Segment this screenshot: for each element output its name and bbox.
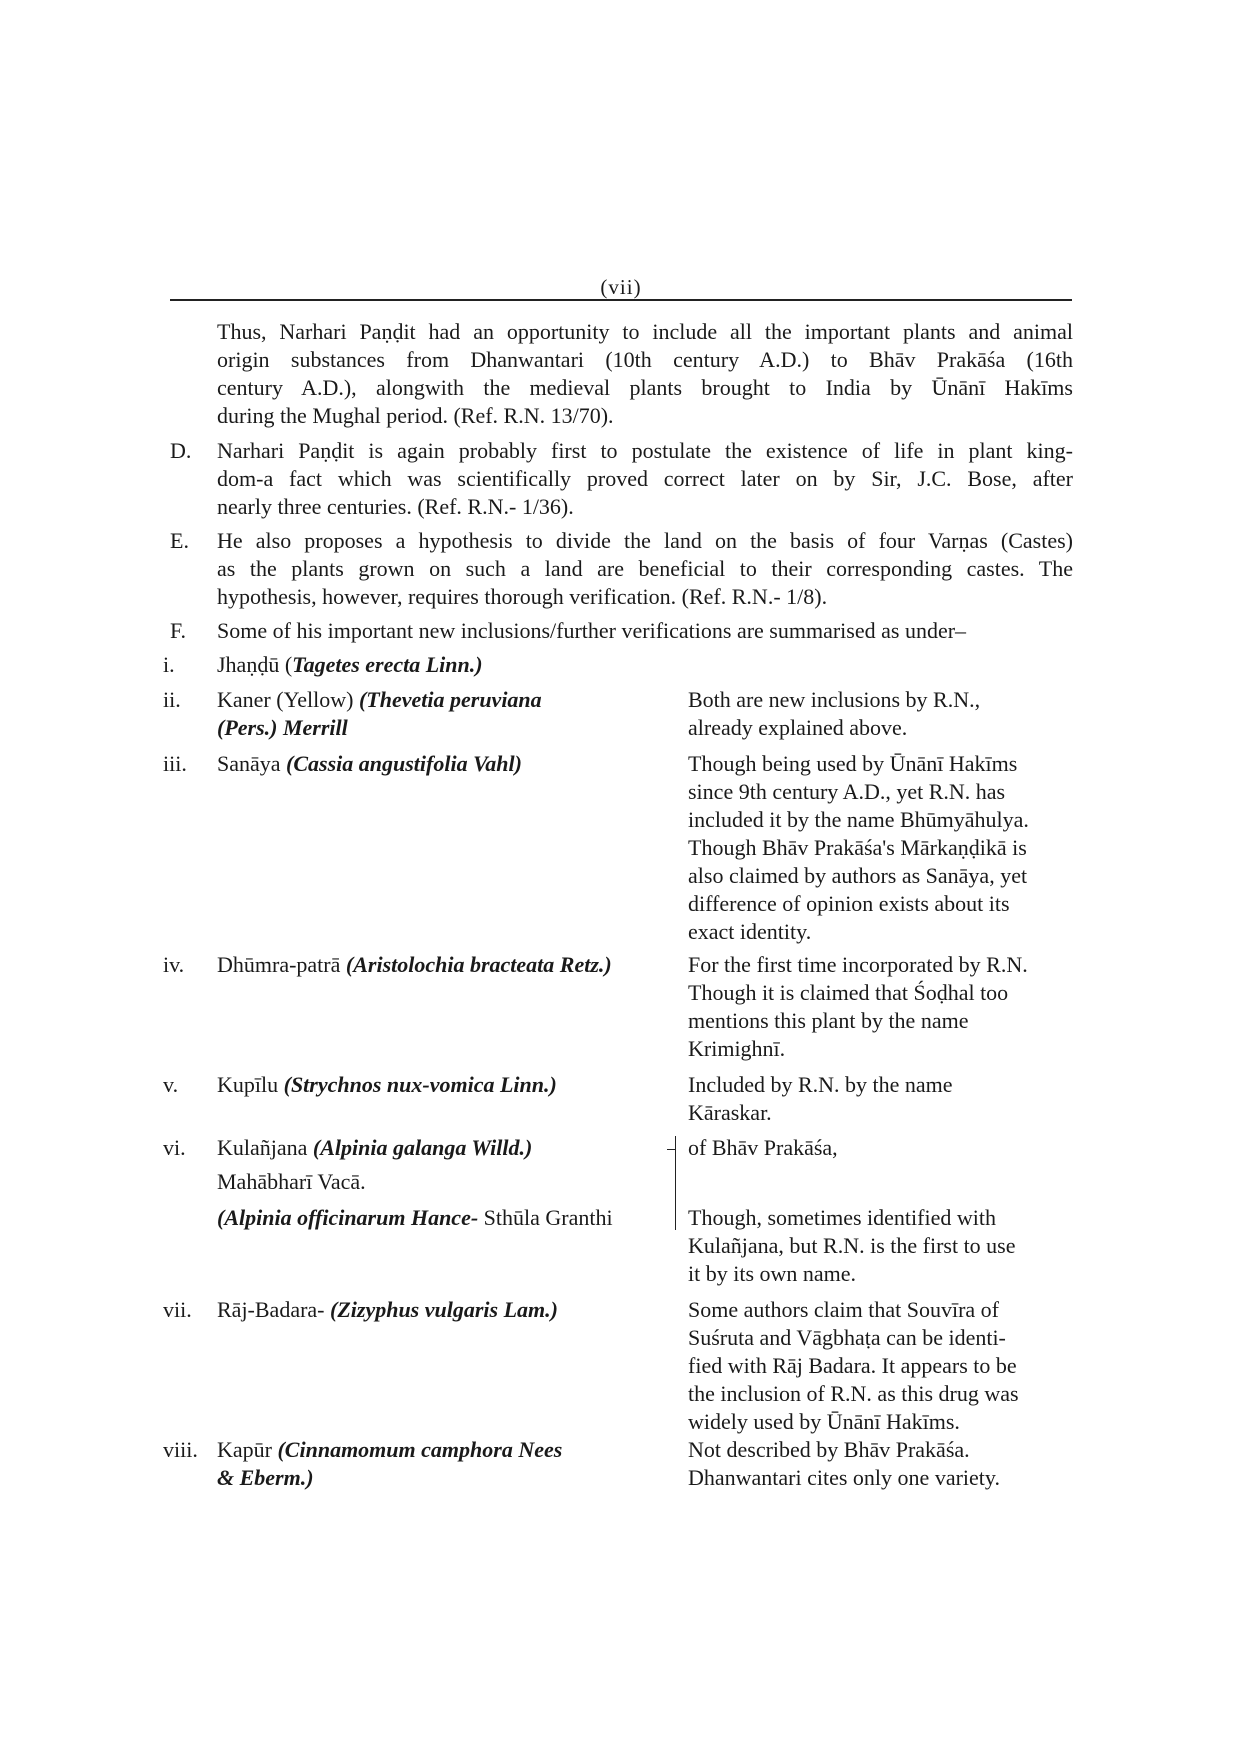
note-line: since 9th century A.D., yet R.N. has bbox=[688, 779, 1006, 804]
note-line: included it by the name Bhūmyāhulya. bbox=[688, 807, 1029, 832]
text-line: He also proposes a hypothesis to divide the land on the basis of four Varṇas (Castes) bbox=[217, 528, 1073, 553]
plant-name bbox=[217, 750, 677, 778]
plant-note bbox=[688, 951, 1072, 1063]
note-line: Though Bhāv Prakāśa's Mārkaṇḍikā is bbox=[688, 835, 1027, 860]
note-line: Suśruta and Vāgbhaṭa can be identi- bbox=[688, 1325, 1006, 1350]
plant-name bbox=[217, 651, 677, 679]
text-line: hypothesis, however, requires thorough verification. (Ref. R.N.- 1/8). bbox=[217, 584, 828, 609]
intro-paragraph bbox=[217, 318, 1073, 430]
note-line: Kāraskar. bbox=[688, 1100, 772, 1125]
note-line: Included by R.N. by the name bbox=[688, 1072, 953, 1097]
common-name: Jhaṇḍū ( bbox=[217, 652, 293, 677]
botanical-name: (Alpinia officinarum Hance- bbox=[217, 1205, 479, 1230]
text-line: as the plants grown on such a land are beneficial to their corresponding castes. The bbox=[217, 556, 1073, 581]
botanical-name: (Thevetia peruviana bbox=[358, 687, 542, 712]
botanical-name: Tagetes erecta Linn.) bbox=[292, 652, 483, 677]
note-line: exact identity. bbox=[688, 919, 812, 944]
item-number: iii. bbox=[163, 751, 187, 776]
note-line: Both are new inclusions by R.N., bbox=[688, 687, 981, 712]
note-line: difference of opinion exists about its bbox=[688, 891, 1010, 916]
botanical-name: (Aristolochia bracteata Retz.) bbox=[345, 952, 612, 977]
point-e-paragraph bbox=[217, 527, 1073, 611]
note-line: mentions this plant by the name bbox=[688, 1008, 969, 1033]
plant-name bbox=[217, 686, 677, 742]
note-line: Dhanwantari cites only one variety. bbox=[688, 1465, 1000, 1490]
item-number: v. bbox=[163, 1072, 179, 1097]
plant-name bbox=[217, 1134, 687, 1162]
point-label: D. bbox=[170, 438, 192, 463]
point-f-paragraph bbox=[217, 617, 1073, 645]
header-rule bbox=[170, 299, 1072, 301]
common-name: Kulañjana bbox=[217, 1135, 313, 1160]
point-label: E. bbox=[170, 528, 189, 553]
note-line: Though being used by Ūnānī Hakīms bbox=[688, 751, 1018, 776]
note-line: widely used by Ūnānī Hakīms. bbox=[688, 1409, 960, 1434]
note-line: already explained above. bbox=[688, 715, 908, 740]
text-line: Thus, Narhari Paṇḍit had an opportunity to include all the important plants and animal bbox=[217, 319, 1073, 344]
plant-name bbox=[217, 1296, 677, 1324]
bracket-tick bbox=[667, 1149, 675, 1150]
text-line: nearly three centuries. (Ref. R.N.- 1/36). bbox=[217, 494, 574, 519]
note-line: Some authors claim that Souvīra of bbox=[688, 1297, 999, 1322]
note-line: the inclusion of R.N. as this drug was bbox=[688, 1381, 1019, 1406]
note-line: Though, sometimes identified with bbox=[688, 1205, 996, 1230]
page-number: (vii) bbox=[600, 275, 642, 299]
text-line: Narhari Paṇḍit is again probably first to postulate the existence of life in plant king- bbox=[217, 438, 1073, 463]
point-d-paragraph bbox=[217, 437, 1073, 521]
item-number: ii. bbox=[163, 687, 181, 712]
plant-name bbox=[217, 1436, 677, 1492]
text-line: dom-a fact which was scientifically proved correct later on by Sir, J.C. Bose, after bbox=[217, 466, 1073, 491]
item-number: viii. bbox=[163, 1437, 198, 1462]
plant-note bbox=[688, 686, 1072, 742]
common-name: Kupīlu bbox=[217, 1072, 284, 1097]
botanical-name: (Cassia angustifolia Vahl) bbox=[286, 751, 522, 776]
plant-note bbox=[688, 1296, 1072, 1436]
note-line: Though it is claimed that Śoḍhal too bbox=[688, 980, 1009, 1005]
common-name: Kapūr bbox=[217, 1437, 278, 1462]
common-name: Dhūmra-patrā bbox=[217, 952, 346, 977]
plant-note-top bbox=[688, 1134, 1072, 1162]
plant-note bbox=[688, 1071, 1072, 1127]
plant-name bbox=[217, 951, 687, 979]
item-number: iv. bbox=[163, 952, 185, 977]
common-name: Kaner (Yellow) bbox=[217, 687, 359, 712]
common-name: Sthūla Granthi bbox=[478, 1205, 613, 1230]
note-line: Krimighnī. bbox=[688, 1036, 786, 1061]
note-line: also claimed by authors as Sanāya, yet bbox=[688, 863, 1028, 888]
note-line: of Bhāv Prakāśa, bbox=[688, 1135, 838, 1160]
plant-note bbox=[688, 1204, 1072, 1288]
botanical-name-cont: & Eberm.) bbox=[217, 1465, 314, 1490]
common-name: Rāj-Badara- bbox=[217, 1297, 330, 1322]
note-line: Kulañjana, but R.N. is the first to use bbox=[688, 1233, 1016, 1258]
plant-note bbox=[688, 750, 1072, 946]
note-line: it by its own name. bbox=[688, 1261, 857, 1286]
botanical-name: (Zizyphus vulgaris Lam.) bbox=[330, 1297, 558, 1322]
botanical-name: (Alpinia galanga Willd.) bbox=[312, 1135, 533, 1160]
point-label: F. bbox=[170, 618, 186, 643]
plant-name-line3 bbox=[217, 1204, 687, 1232]
text-line: during the Mughal period. (Ref. R.N. 13/70). bbox=[217, 403, 614, 428]
plant-note bbox=[688, 1436, 1072, 1492]
note-line: For the first time incorporated by R.N. bbox=[688, 952, 1028, 977]
plant-name-line2: Mahābharī Vacā. bbox=[217, 1169, 366, 1194]
item-number: vii. bbox=[163, 1297, 192, 1322]
botanical-name: (Strychnos nux-vomica Linn.) bbox=[283, 1072, 557, 1097]
item-number: i. bbox=[163, 652, 175, 677]
note-line: Not described by Bhāv Prakāśa. bbox=[688, 1437, 970, 1462]
text-line: century A.D.), alongwith the medieval plants brought to India by Ūnānī Hakīms bbox=[217, 375, 1073, 400]
botanical-name-cont: (Pers.) Merrill bbox=[217, 715, 348, 740]
plant-name bbox=[217, 1071, 677, 1099]
botanical-name: (Cinnamomum camphora Nees bbox=[277, 1437, 563, 1462]
note-line: fied with Rāj Badara. It appears to be bbox=[688, 1353, 1017, 1378]
text-line: Some of his important new inclusions/further verifications are summarised as under– bbox=[217, 618, 967, 643]
text-line: origin substances from Dhanwantari (10th century A.D.) to Bhāv Prakāśa (16th bbox=[217, 347, 1073, 372]
common-name: Sanāya bbox=[217, 751, 287, 776]
item-number: vi. bbox=[163, 1135, 186, 1160]
bracket-line bbox=[675, 1136, 676, 1230]
